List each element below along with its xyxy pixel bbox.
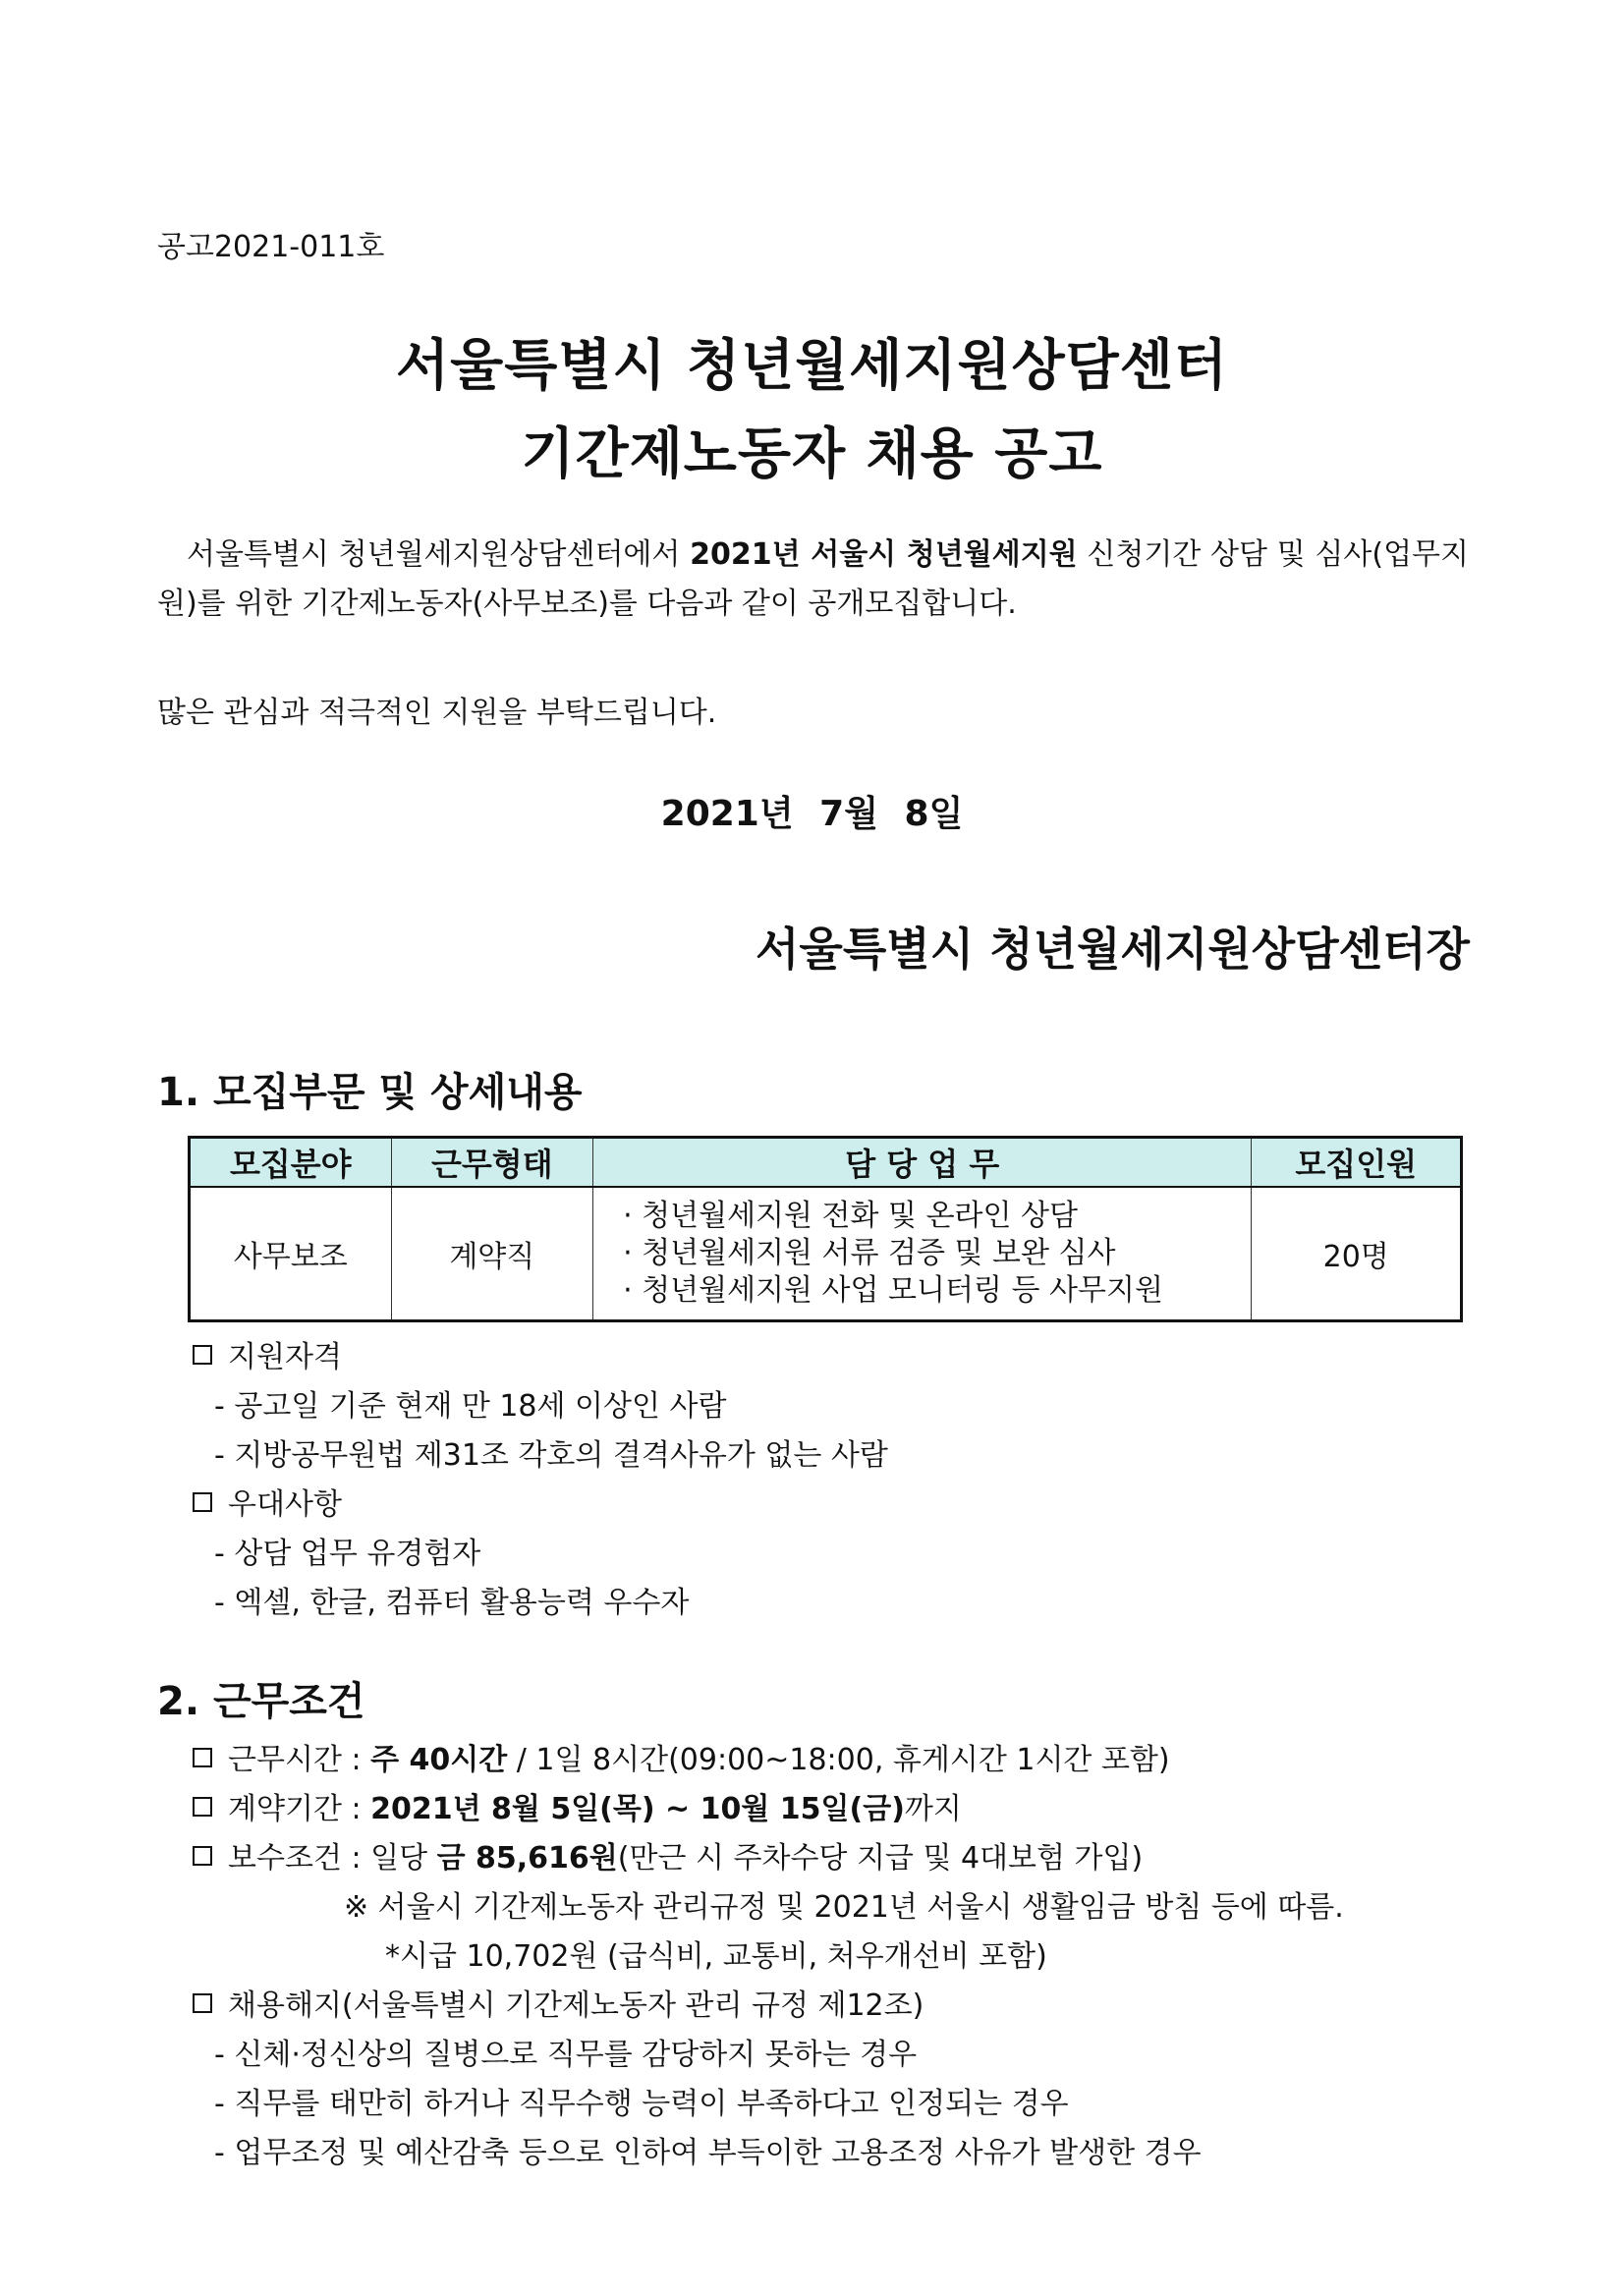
header-count: 모집인원 [1252, 1138, 1462, 1188]
notice-date: 2021년 7월 8일 [660, 794, 964, 834]
contract-period-label: 계약기간 : [228, 1792, 371, 1826]
work-hours-value: 주 40시간 [370, 1743, 508, 1777]
intro-text-bold: 2021년 서울시 청년월세지원 [690, 537, 1078, 572]
intro-text-c: 신청기간 상담 및 심사(업무지원)를 위한 기간제노동자(사무보조)를 다음과 같이 공개모집합니다. [157, 537, 1470, 621]
cell-field: 사무보조 [190, 1187, 392, 1321]
list-item: - 엑셀, 한글, 컴퓨터 활용능력 우수자 [214, 1586, 690, 1620]
square-bullet-icon [193, 1797, 212, 1817]
qualification-heading [193, 1332, 342, 1375]
table-row [190, 1187, 1462, 1321]
section-2-title: 2. 근무조건 [157, 1679, 365, 1724]
list-item: - 신체·정신상의 질병으로 직무를 감당하지 못하는 경우 [214, 2038, 918, 2072]
closing-sentence: 많은 관심과 적극적인 지원을 부탁드립니다. [157, 696, 717, 730]
table-header-row [190, 1138, 1462, 1188]
contract-period [193, 1784, 962, 1827]
header-field: 모집분야 [190, 1138, 392, 1188]
title-line-2: 기간제노동자 채용 공고 [521, 422, 1103, 486]
duty-item: · 청년월세지원 전화 및 온라인 상담 [623, 1199, 1078, 1233]
title-line-1: 서울특별시 청년월세지원상담센터 [396, 334, 1228, 398]
work-hours-detail: / 1일 8시간(09:00~18:00, 휴게시간 1시간 포함) [507, 1743, 1170, 1777]
issuer: 서울특별시 청년월세지원상담센터장 [756, 923, 1470, 976]
preference-label: 우대사항 [228, 1487, 342, 1522]
square-bullet-icon [193, 1492, 212, 1512]
square-bullet-icon [193, 1748, 212, 1767]
hourly-wage-note: *시급 10,702원 (급식비, 교통비, 처우개선비 포함) [385, 1939, 1047, 1974]
preference-heading [193, 1480, 342, 1523]
cell-type: 계약직 [391, 1187, 593, 1321]
pay-detail: (만근 시 주차수당 지급 및 4대보험 가입) [617, 1841, 1144, 1876]
square-bullet-icon [193, 1345, 212, 1365]
duty-item: · 청년월세지원 사업 모니터링 등 사무지원 [623, 1273, 1163, 1308]
work-hours-label: 근무시간 : [228, 1743, 371, 1777]
intro-text-a: 서울특별시 청년월세지원상담센터에서 [187, 537, 691, 572]
header-type: 근무형태 [391, 1138, 593, 1188]
header-duties: 담 당 업 무 [593, 1138, 1252, 1188]
contract-period-value: 2021년 8월 5일(목) ~ 10월 15일(금) [370, 1792, 905, 1826]
list-item: - 공고일 기준 현재 만 18세 이상인 사람 [214, 1389, 727, 1424]
section-1-title: 1. 모집부문 및 상세내용 [157, 1070, 583, 1115]
cell-count: 20명 [1252, 1187, 1462, 1321]
contract-period-suffix: 까지 [904, 1792, 962, 1826]
recruitment-table [188, 1136, 1463, 1322]
termination-label: 채용해지(서울특별시 기간제노동자 관리 규정 제12조) [228, 1988, 924, 2023]
duty-item: · 청년월세지원 서류 검증 및 보완 심사 [623, 1236, 1116, 1270]
qualification-label: 지원자격 [228, 1340, 342, 1374]
pay-label: 보수조건 : 일당 [228, 1841, 437, 1876]
list-item: - 상담 업무 유경험자 [214, 1537, 481, 1571]
notice-number: 공고2021-011호 [157, 230, 385, 264]
cell-duties [593, 1187, 1252, 1321]
work-hours [193, 1735, 1170, 1778]
square-bullet-icon [193, 1993, 212, 2013]
list-item: - 직무를 태만히 하거나 직무수행 능력이 부족하다고 인정되는 경우 [214, 2087, 1069, 2121]
intro-paragraph [157, 531, 1469, 629]
pay-note: ※ 서울시 기간제노동자 관리규정 및 2021년 서울시 생활임금 방침 등에 따름. [344, 1890, 1344, 1925]
termination-heading [193, 1981, 924, 2024]
list-item: - 업무조정 및 예산감축 등으로 인하여 부득이한 고용조정 사유가 발생한 경우 [214, 2136, 1202, 2170]
list-item: - 지방공무원법 제31조 각호의 결격사유가 없는 사람 [214, 1438, 888, 1473]
pay-value: 금 85,616원 [436, 1841, 618, 1876]
pay-conditions [193, 1833, 1143, 1876]
square-bullet-icon [193, 1846, 212, 1866]
